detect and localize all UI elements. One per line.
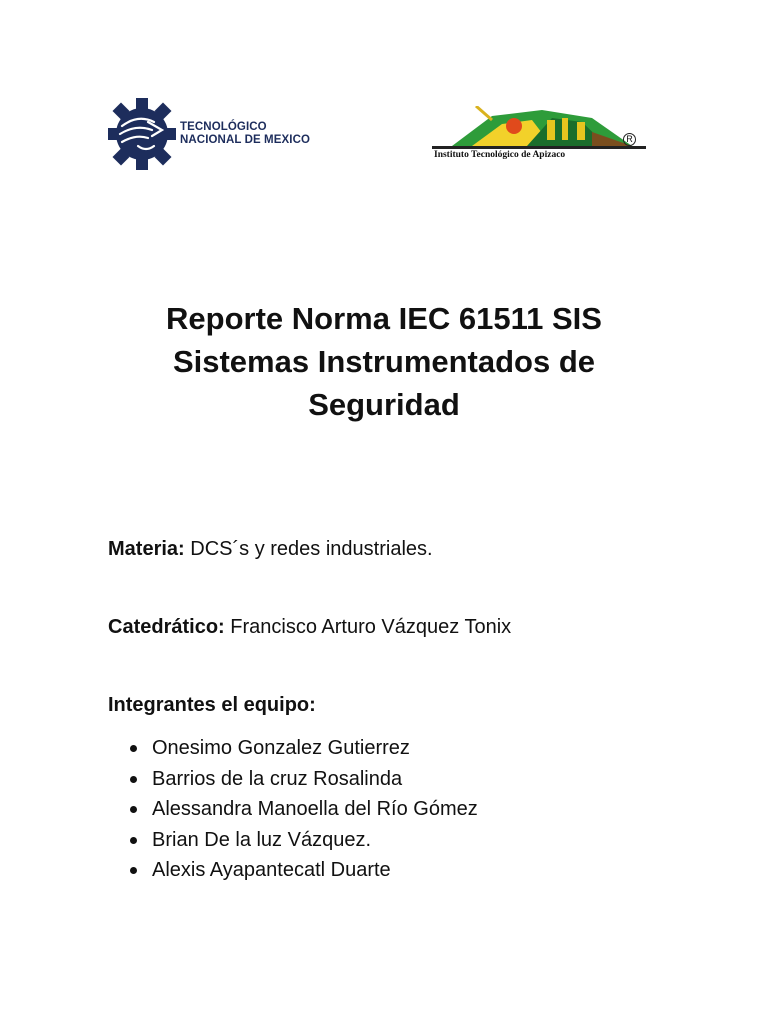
catedratico-field xyxy=(108,616,511,639)
bullet-icon xyxy=(130,776,137,783)
member-name: Brian De la luz Vázquez. xyxy=(152,828,372,851)
list-item xyxy=(108,825,478,856)
catedratico-value: Francisco Arturo Vázquez Tonix xyxy=(224,616,512,638)
list-item xyxy=(108,855,478,886)
member-name: Alessandra Manoella del Río Gómez xyxy=(152,798,478,820)
title-line-3: Seguridad xyxy=(308,387,460,422)
tecnm-line1: TECNOLÓGICO xyxy=(180,121,267,133)
ita-logo xyxy=(432,106,646,166)
registered-mark: R xyxy=(623,133,636,146)
title-line-2: Sistemas Instrumentados de xyxy=(172,344,596,379)
ita-caption: Instituto Tecnológico de Apizaco xyxy=(434,150,566,160)
materia-field xyxy=(108,538,433,561)
materia-label: Materia: xyxy=(108,538,185,560)
members-list xyxy=(108,733,478,886)
bullet-icon xyxy=(130,867,137,874)
list-item xyxy=(108,794,478,825)
bullet-icon xyxy=(130,837,137,844)
document-title xyxy=(0,297,768,426)
tecnm-logo xyxy=(108,96,313,172)
member-name: Onesimo Gonzalez Gutierrez xyxy=(152,737,410,759)
title-line-1: Reporte Norma IEC 61511 SIS xyxy=(166,301,602,336)
member-name: Alexis Ayapantecatl Duarte xyxy=(152,859,391,881)
catedratico-label: Catedrático: xyxy=(108,616,225,638)
gear-eagle-logo-icon xyxy=(108,96,178,172)
bullet-icon xyxy=(130,806,137,813)
list-item xyxy=(108,764,478,795)
materia-value: DCS´s y redes industriales. xyxy=(184,538,433,560)
member-name: Barrios de la cruz Rosalinda xyxy=(152,767,403,790)
bullet-icon xyxy=(130,745,137,752)
instituto-emblem-icon xyxy=(432,106,646,150)
list-item xyxy=(108,733,478,764)
tecnm-line2: NACIONAL DE MEXICO xyxy=(180,134,311,146)
integrantes-heading: Integrantes el equipo: xyxy=(108,694,316,716)
